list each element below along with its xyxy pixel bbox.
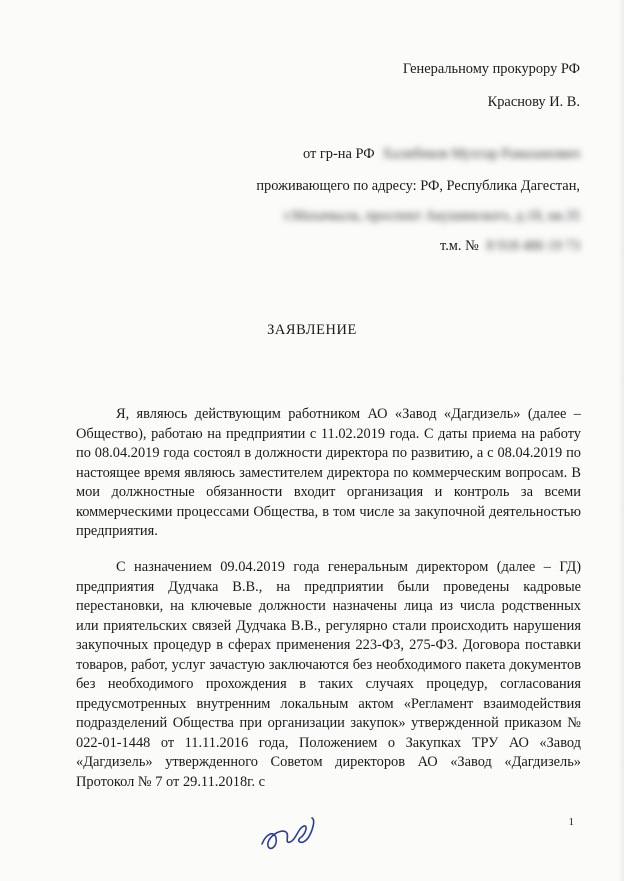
handwritten-signature	[256, 808, 326, 856]
residence-line: проживающего по адресу: РФ, Республика Дагестан,	[256, 178, 580, 194]
address-line	[280, 207, 580, 225]
body-paragraph-2: С назначением 09.04.2019 года генеральным директором (далее – ГД) предприятия Дудчака В.В., на предприятии были проведены кадровые перестановки, на ключевые должности назначены лица из числа родственных или приятельских связей Дудчака В.В., регулярно стали происходить нарушения закупочных процедур в сферах применения 223-ФЗ, 275-ФЗ. Договора поставки товаров, работ, услуг зачастую заключаются без необходимого пакета документов без необходимого прохождения в таких случаях процедур, согласования предусмотренных внутренним локальным актом «Регламент взаимодействия подразделений Общества при организации закупок» утвержденной приказом № 022-01-1448 от 11.11.2016 года, Положением о Закупках ТРУ АО «Завод «Дагдизель» утвержденного Советом директоров АО «Завод «Дагдизель» Протокол № 7 от 29.11.2018г. с	[76, 559, 581, 790]
document-title: ЗАЯВЛЕНИЕ	[267, 322, 357, 338]
page-number: 1	[568, 816, 574, 828]
addressee-line2: Краснову И. В.	[487, 94, 580, 110]
page-edge-shadow	[618, 0, 624, 881]
body-paragraph-1: Я, являюсь действующим работником АО «Завод «Дагдизель» (далее – Общество), работаю на предприятии с 11.02.2019 года. С даты приема на работу по 08.04.2019 года состоял в должности директора по развитию, а с 08.04.2019 по настоящее время являюсь заместителем директора по коммерческим вопросам. В мои должностные обязанности входит организация и контроль за всеми коммерческими процессами Общества, в том числе за закупочной деятельностью предприятия.	[76, 406, 581, 539]
phone-prefix: т.м. №	[440, 238, 479, 254]
redacted-address: г.Махачкала, проспект Акушинского, д.18, кв.35	[284, 208, 580, 224]
addressee-line1: Генеральному прокурору РФ	[402, 61, 580, 77]
redacted-phone: 8 918 486 19 73	[486, 238, 580, 254]
phone-line	[440, 237, 580, 255]
redacted-name: Халибеков Мухтар Рамазанович	[382, 146, 580, 162]
from-line	[303, 145, 580, 163]
from-prefix: от гр-на РФ	[303, 146, 375, 162]
